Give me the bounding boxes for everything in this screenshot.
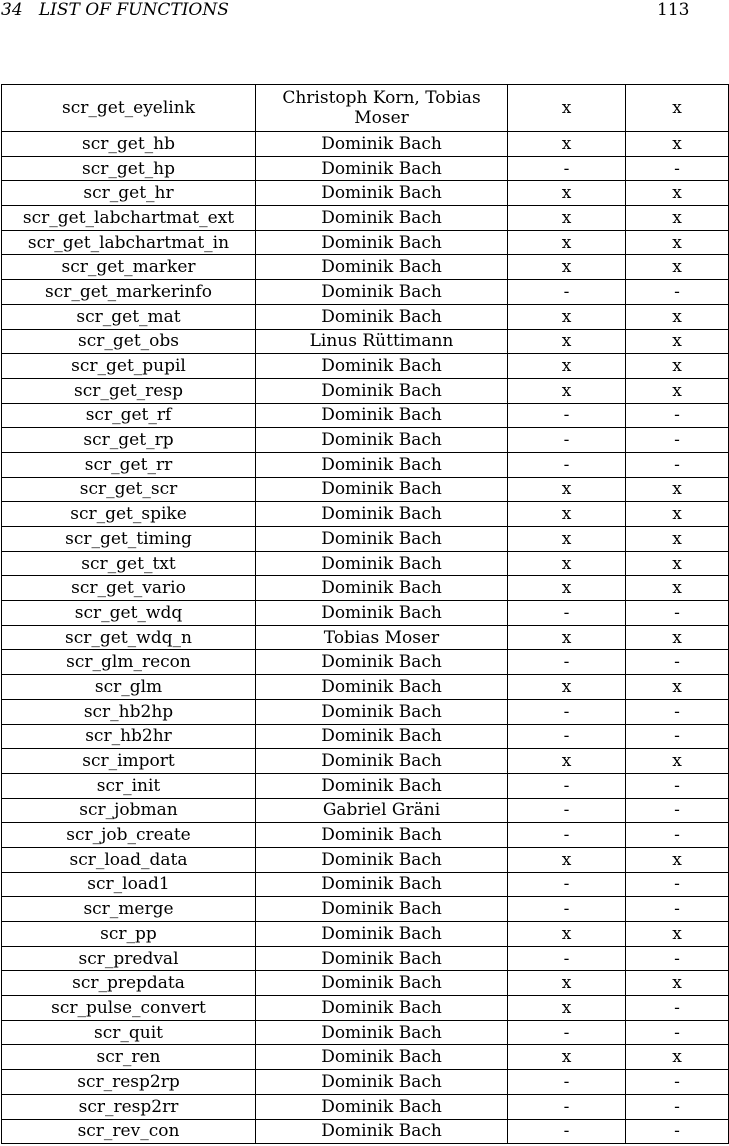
column-4-cell: x [626, 206, 729, 231]
column-3-cell: x [508, 132, 626, 157]
function-name-cell: scr_quit [2, 1020, 256, 1045]
table-row [2, 897, 729, 922]
function-name-cell: scr_merge [2, 897, 256, 922]
table-row [2, 428, 729, 453]
table-row [2, 675, 729, 700]
table-row [2, 798, 729, 823]
column-4-cell: x [626, 527, 729, 552]
column-4-cell: - [626, 996, 729, 1021]
column-3-cell: x [508, 551, 626, 576]
table-row [2, 1020, 729, 1045]
column-4-cell: x [626, 85, 729, 132]
function-name-cell: scr_jobman [2, 798, 256, 823]
author-cell: Dominik Bach [256, 181, 508, 206]
table-row [2, 230, 729, 255]
author-cell: Dominik Bach [256, 477, 508, 502]
author-cell: Dominik Bach [256, 872, 508, 897]
column-3-cell: x [508, 477, 626, 502]
table-row [2, 576, 729, 601]
author-cell: Dominik Bach [256, 650, 508, 675]
page-number: 113 [657, 0, 690, 20]
column-4-cell: x [626, 922, 729, 947]
table-row [2, 551, 729, 576]
function-name-cell: scr_get_spike [2, 502, 256, 527]
column-4-cell: x [626, 304, 729, 329]
column-4-cell: x [626, 749, 729, 774]
function-name-cell: scr_hb2hr [2, 724, 256, 749]
table-row [2, 403, 729, 428]
column-3-cell: x [508, 996, 626, 1021]
column-3-cell: x [508, 378, 626, 403]
column-3-cell: x [508, 971, 626, 996]
column-4-cell: - [626, 156, 729, 181]
function-name-cell: scr_pp [2, 922, 256, 947]
function-name-cell: scr_predval [2, 946, 256, 971]
column-3-cell: x [508, 1045, 626, 1070]
table-row [2, 452, 729, 477]
table-row [2, 773, 729, 798]
function-name-cell: scr_get_rf [2, 403, 256, 428]
author-cell: Dominik Bach [256, 699, 508, 724]
table-row [2, 625, 729, 650]
author-cell: Dominik Bach [256, 1045, 508, 1070]
function-name-cell: scr_ren [2, 1045, 256, 1070]
function-name-cell: scr_get_wdq [2, 601, 256, 626]
column-4-cell: x [626, 847, 729, 872]
column-3-cell: - [508, 1070, 626, 1095]
running-header [0, 0, 729, 22]
table-row [2, 971, 729, 996]
column-4-cell: - [626, 280, 729, 305]
column-4-cell: x [626, 551, 729, 576]
column-4-cell: x [626, 675, 729, 700]
column-4-cell: x [626, 181, 729, 206]
function-name-cell: scr_pulse_convert [2, 996, 256, 1021]
table-row [2, 132, 729, 157]
column-3-cell: x [508, 847, 626, 872]
author-cell: Dominik Bach [256, 255, 508, 280]
column-3-cell: x [508, 576, 626, 601]
column-4-cell: x [626, 329, 729, 354]
chapter-heading: 34 LIST OF FUNCTIONS [1, 0, 229, 20]
author-cell: Dominik Bach [256, 502, 508, 527]
author-cell: Dominik Bach [256, 749, 508, 774]
column-4-cell: - [626, 428, 729, 453]
column-4-cell: - [626, 1070, 729, 1095]
column-3-cell: x [508, 206, 626, 231]
author-cell: Dominik Bach [256, 1070, 508, 1095]
column-4-cell: - [626, 798, 729, 823]
author-cell: Dominik Bach [256, 230, 508, 255]
table-row [2, 304, 729, 329]
author-cell: Dominik Bach [256, 847, 508, 872]
table-row [2, 922, 729, 947]
table-row [2, 206, 729, 231]
table-row [2, 85, 729, 132]
function-name-cell: scr_get_labchartmat_in [2, 230, 256, 255]
table-row [2, 1045, 729, 1070]
function-name-cell: scr_get_wdq_n [2, 625, 256, 650]
column-3-cell: - [508, 872, 626, 897]
column-3-cell: x [508, 749, 626, 774]
author-cell: Dominik Bach [256, 773, 508, 798]
author-cell: Dominik Bach [256, 675, 508, 700]
function-name-cell: scr_hb2hp [2, 699, 256, 724]
column-3-cell: x [508, 502, 626, 527]
author-cell: Dominik Bach [256, 601, 508, 626]
function-name-cell: scr_get_labchartmat_ext [2, 206, 256, 231]
column-3-cell: x [508, 181, 626, 206]
column-3-cell: - [508, 823, 626, 848]
table-row [2, 255, 729, 280]
author-cell: Dominik Bach [256, 996, 508, 1021]
function-name-cell: scr_get_scr [2, 477, 256, 502]
column-3-cell: - [508, 699, 626, 724]
column-3-cell: x [508, 230, 626, 255]
author-cell: Christoph Korn, Tobias Moser [256, 85, 508, 132]
table-row [2, 1094, 729, 1119]
author-cell: Dominik Bach [256, 304, 508, 329]
function-name-cell: scr_glm_recon [2, 650, 256, 675]
table-row [2, 378, 729, 403]
column-4-cell: x [626, 1045, 729, 1070]
function-name-cell: scr_get_hr [2, 181, 256, 206]
column-4-cell: x [626, 971, 729, 996]
function-name-cell: scr_rev_con [2, 1119, 256, 1144]
column-3-cell: - [508, 897, 626, 922]
column-4-cell: x [626, 477, 729, 502]
column-4-cell: - [626, 773, 729, 798]
column-3-cell: x [508, 255, 626, 280]
column-3-cell: x [508, 527, 626, 552]
function-name-cell: scr_get_timing [2, 527, 256, 552]
function-name-cell: scr_get_pupil [2, 354, 256, 379]
author-cell: Dominik Bach [256, 897, 508, 922]
column-3-cell: - [508, 403, 626, 428]
function-name-cell: scr_get_eyelink [2, 85, 256, 132]
author-cell: Dominik Bach [256, 823, 508, 848]
column-4-cell: x [626, 354, 729, 379]
function-name-cell: scr_get_vario [2, 576, 256, 601]
author-cell: Dominik Bach [256, 922, 508, 947]
table-row [2, 823, 729, 848]
author-cell: Dominik Bach [256, 452, 508, 477]
table-row [2, 502, 729, 527]
function-table [1, 84, 729, 1144]
column-3-cell: - [508, 156, 626, 181]
table-row [2, 1119, 729, 1144]
table-row [2, 699, 729, 724]
column-3-cell: x [508, 354, 626, 379]
author-cell: Dominik Bach [256, 156, 508, 181]
column-3-cell: - [508, 1119, 626, 1144]
column-4-cell: x [626, 378, 729, 403]
function-name-cell: scr_get_rr [2, 452, 256, 477]
function-name-cell: scr_get_marker [2, 255, 256, 280]
column-3-cell: - [508, 773, 626, 798]
function-name-cell: scr_get_resp [2, 378, 256, 403]
column-3-cell: - [508, 650, 626, 675]
author-cell: Linus Rüttimann [256, 329, 508, 354]
author-cell: Dominik Bach [256, 724, 508, 749]
function-name-cell: scr_get_mat [2, 304, 256, 329]
function-name-cell: scr_resp2rp [2, 1070, 256, 1095]
author-cell: Dominik Bach [256, 946, 508, 971]
table-row [2, 181, 729, 206]
column-3-cell: x [508, 922, 626, 947]
column-3-cell: - [508, 452, 626, 477]
column-3-cell: x [508, 304, 626, 329]
table-row [2, 477, 729, 502]
column-3-cell: - [508, 428, 626, 453]
column-4-cell: x [626, 132, 729, 157]
column-4-cell: x [626, 502, 729, 527]
column-3-cell: - [508, 724, 626, 749]
column-4-cell: - [626, 724, 729, 749]
table-row [2, 946, 729, 971]
function-name-cell: scr_get_hb [2, 132, 256, 157]
table-row [2, 329, 729, 354]
author-cell: Dominik Bach [256, 428, 508, 453]
author-cell: Gabriel Gräni [256, 798, 508, 823]
column-4-cell: - [626, 1020, 729, 1045]
table-row [2, 650, 729, 675]
column-4-cell: - [626, 1119, 729, 1144]
column-4-cell: x [626, 576, 729, 601]
column-3-cell: - [508, 798, 626, 823]
table-row [2, 156, 729, 181]
column-3-cell: x [508, 625, 626, 650]
table-row [2, 724, 729, 749]
author-cell: Dominik Bach [256, 551, 508, 576]
author-cell: Dominik Bach [256, 576, 508, 601]
column-4-cell: - [626, 897, 729, 922]
function-name-cell: scr_import [2, 749, 256, 774]
author-cell: Dominik Bach [256, 971, 508, 996]
table-row [2, 1070, 729, 1095]
function-name-cell: scr_prepdata [2, 971, 256, 996]
author-cell: Dominik Bach [256, 527, 508, 552]
table-row [2, 527, 729, 552]
column-4-cell: - [626, 1094, 729, 1119]
column-3-cell: - [508, 946, 626, 971]
table-row [2, 996, 729, 1021]
author-cell: Dominik Bach [256, 354, 508, 379]
column-3-cell: - [508, 601, 626, 626]
column-4-cell: x [626, 255, 729, 280]
function-name-cell: scr_init [2, 773, 256, 798]
author-cell: Dominik Bach [256, 1020, 508, 1045]
author-cell: Tobias Moser [256, 625, 508, 650]
function-name-cell: scr_get_hp [2, 156, 256, 181]
table-row [2, 872, 729, 897]
column-4-cell: - [626, 823, 729, 848]
table-row [2, 601, 729, 626]
function-name-cell: scr_load1 [2, 872, 256, 897]
function-name-cell: scr_get_obs [2, 329, 256, 354]
column-3-cell: x [508, 85, 626, 132]
function-name-cell: scr_get_txt [2, 551, 256, 576]
function-name-cell: scr_resp2rr [2, 1094, 256, 1119]
author-cell: Dominik Bach [256, 280, 508, 305]
function-name-cell: scr_get_markerinfo [2, 280, 256, 305]
author-cell: Dominik Bach [256, 132, 508, 157]
column-4-cell: - [626, 872, 729, 897]
column-3-cell: - [508, 280, 626, 305]
function-name-cell: scr_get_rp [2, 428, 256, 453]
author-cell: Dominik Bach [256, 378, 508, 403]
column-4-cell: x [626, 230, 729, 255]
function-name-cell: scr_glm [2, 675, 256, 700]
table-row [2, 847, 729, 872]
column-4-cell: - [626, 946, 729, 971]
column-4-cell: - [626, 650, 729, 675]
function-name-cell: scr_job_create [2, 823, 256, 848]
column-4-cell: - [626, 452, 729, 477]
author-cell: Dominik Bach [256, 206, 508, 231]
table-row [2, 354, 729, 379]
column-3-cell: - [508, 1020, 626, 1045]
column-3-cell: x [508, 329, 626, 354]
table-row [2, 749, 729, 774]
author-cell: Dominik Bach [256, 1119, 508, 1144]
column-4-cell: x [626, 625, 729, 650]
column-4-cell: - [626, 403, 729, 428]
table-row [2, 280, 729, 305]
author-cell: Dominik Bach [256, 1094, 508, 1119]
author-cell: Dominik Bach [256, 403, 508, 428]
column-3-cell: - [508, 1094, 626, 1119]
column-4-cell: - [626, 699, 729, 724]
column-3-cell: x [508, 675, 626, 700]
function-name-cell: scr_load_data [2, 847, 256, 872]
column-4-cell: - [626, 601, 729, 626]
